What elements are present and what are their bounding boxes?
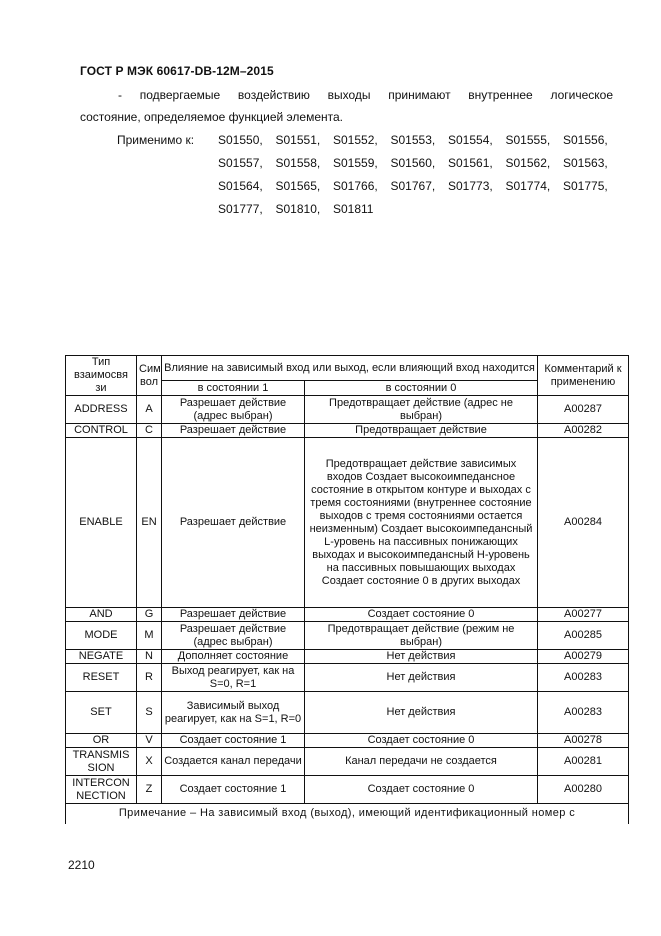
cell-type: MODE [66,622,137,650]
cell-state0: Нет действия [305,692,538,734]
table-row [66,650,629,664]
applicable-code: S01766, [333,179,378,193]
cell-comment: A00283 [538,692,629,734]
table-row [66,776,629,804]
applicable-code: S01559, [333,156,378,170]
table-row [66,664,629,692]
cell-comment: A00287 [538,396,629,424]
applicable-code: S01773, [448,179,493,193]
header-type: Тип взаимосвя зи [66,356,137,396]
applicable-code: S01774, [505,179,551,193]
cell-state1: Выход реагирует, как на S=0, R=1 [162,664,305,692]
table-row [66,692,629,734]
cell-comment: A00279 [538,650,629,664]
cell-state0: Предотвращает действие (режим не выбран) [305,622,538,650]
table-row [66,424,629,438]
cell-symbol: C [137,424,162,438]
cell-state1: Зависимый выход реагирует, как на S=1, R=0 [162,692,305,734]
cell-symbol: A [137,396,162,424]
applicable-code: S01563, [563,156,608,170]
cell-symbol: G [137,608,162,622]
cell-state0: Предотвращает действие [305,424,538,438]
table-row [66,734,629,748]
cell-type: CONTROL [66,424,137,438]
cell-comment: A00284 [538,438,629,608]
cell-state1: Создает состояние 1 [162,776,305,804]
header-state0: в состоянии 0 [305,381,538,396]
cell-state1: Создает состояние 1 [162,734,305,748]
cell-comment: A00280 [538,776,629,804]
table-row [66,622,629,650]
cell-state1: Разрешает действие [162,438,305,608]
paragraph [80,84,613,128]
cell-type: AND [66,608,137,622]
applicable-code: S01554, [448,133,493,147]
cell-state0: Предотвращает действие зависимых входов Создает высокоимпедансное состояние в открытом контуре и выходах с тремя состояниями (внутреннее состояние выходов с тремя состояниями остается неизменным) Создает высокоимпедансный L-уровень на пассивных понижающих выходах и высокоимпедансный H-уровень на пассивных повышающих выходах Создает состояние 0 в других выходах [305,438,538,608]
cell-state1: Разрешает действие (адрес выбран) [162,622,305,650]
cell-type: NEGATE [66,650,137,664]
cell-comment: A00281 [538,748,629,776]
applicable-code: S01565, [275,179,321,193]
table-header-row [66,356,629,381]
applicable-code: S01560, [390,156,436,170]
cell-state1: Разрешает действие [162,608,305,622]
cell-symbol: V [137,734,162,748]
cell-symbol: N [137,650,162,664]
cell-symbol: Z [137,776,162,804]
table-row [66,608,629,622]
applicable-code: S01811 [333,202,374,216]
cell-comment: A00283 [538,664,629,692]
cell-state0: Нет действия [305,664,538,692]
cell-symbol: R [137,664,162,692]
applicable-code: S01777, [218,202,263,216]
table-row [66,438,629,608]
table-body [66,396,629,804]
cell-type: SET [66,692,137,734]
cell-type: ENABLE [66,438,137,608]
cell-comment: A00277 [538,608,629,622]
cell-type: RESET [66,664,137,692]
cell-type: INTERCON NECTION [66,776,137,804]
document-title: ГОСТ Р МЭК 60617-DB-12M–2015 [80,64,274,78]
cell-state0: Канал передачи не создается [305,748,538,776]
applicable-label: Применимо к: [117,133,195,147]
applicable-code: S01564, [218,179,263,193]
applicable-code: S01561, [448,156,493,170]
cell-state1: Разрешает действие (адрес выбран) [162,396,305,424]
paragraph-line-2: состояние, определяемое функцией элемента. [80,110,344,124]
paragraph-line-1: - подвергаемые воздействию выходы принимают внутреннее логическое [118,88,613,102]
table-row [66,748,629,776]
cell-comment: A00285 [538,622,629,650]
applicable-code: S01552, [333,133,378,147]
cell-state1: Дополняет состояние [162,650,305,664]
table-row [66,396,629,424]
applicable-code: S01562, [505,156,551,170]
cell-state0: Создает состояние 0 [305,608,538,622]
applicable-code: S01775, [563,179,608,193]
cell-state1: Создается канал передачи [162,748,305,776]
cell-symbol: EN [137,438,162,608]
applicable-code: S01551, [275,133,321,147]
applicable-code: S01553, [390,133,436,147]
cell-symbol: X [137,748,162,776]
applicable-code: S01555, [505,133,551,147]
cell-comment: A00278 [538,734,629,748]
table-note-row [66,804,629,824]
cell-comment: A00282 [538,424,629,438]
cell-state1: Разрешает действие [162,424,305,438]
applicable-code: S01550, [218,133,263,147]
header-comment: Комментарий к применению [538,356,629,396]
cell-type: TRANSMIS SION [66,748,137,776]
cell-type: OR [66,734,137,748]
relationship-table [65,355,629,824]
cell-state0: Создает состояние 0 [305,734,538,748]
cell-state0: Нет действия [305,650,538,664]
applicable-code: S01557, [218,156,263,170]
header-symbol: Сим вол [137,356,162,396]
header-influence: Влияние на зависимый вход или выход, если влияющий вход находится [162,356,538,381]
page-number: 2210 [68,858,95,872]
header-state1: в состоянии 1 [162,381,305,396]
applicable-code: S01558, [275,156,321,170]
cell-state0: Создает состояние 0 [305,776,538,804]
applicable-code: S01556, [563,133,608,147]
applicable-code: S01810, [275,202,321,216]
cell-type: ADDRESS [66,396,137,424]
cell-state0: Предотвращает действие (адрес не выбран) [305,396,538,424]
applicable-code: S01767, [390,179,436,193]
cell-symbol: M [137,622,162,650]
table-note: Примечание – На зависимый вход (выход), имеющий идентификационный номер с [66,804,629,824]
applicable-codes [218,129,614,221]
cell-symbol: S [137,692,162,734]
